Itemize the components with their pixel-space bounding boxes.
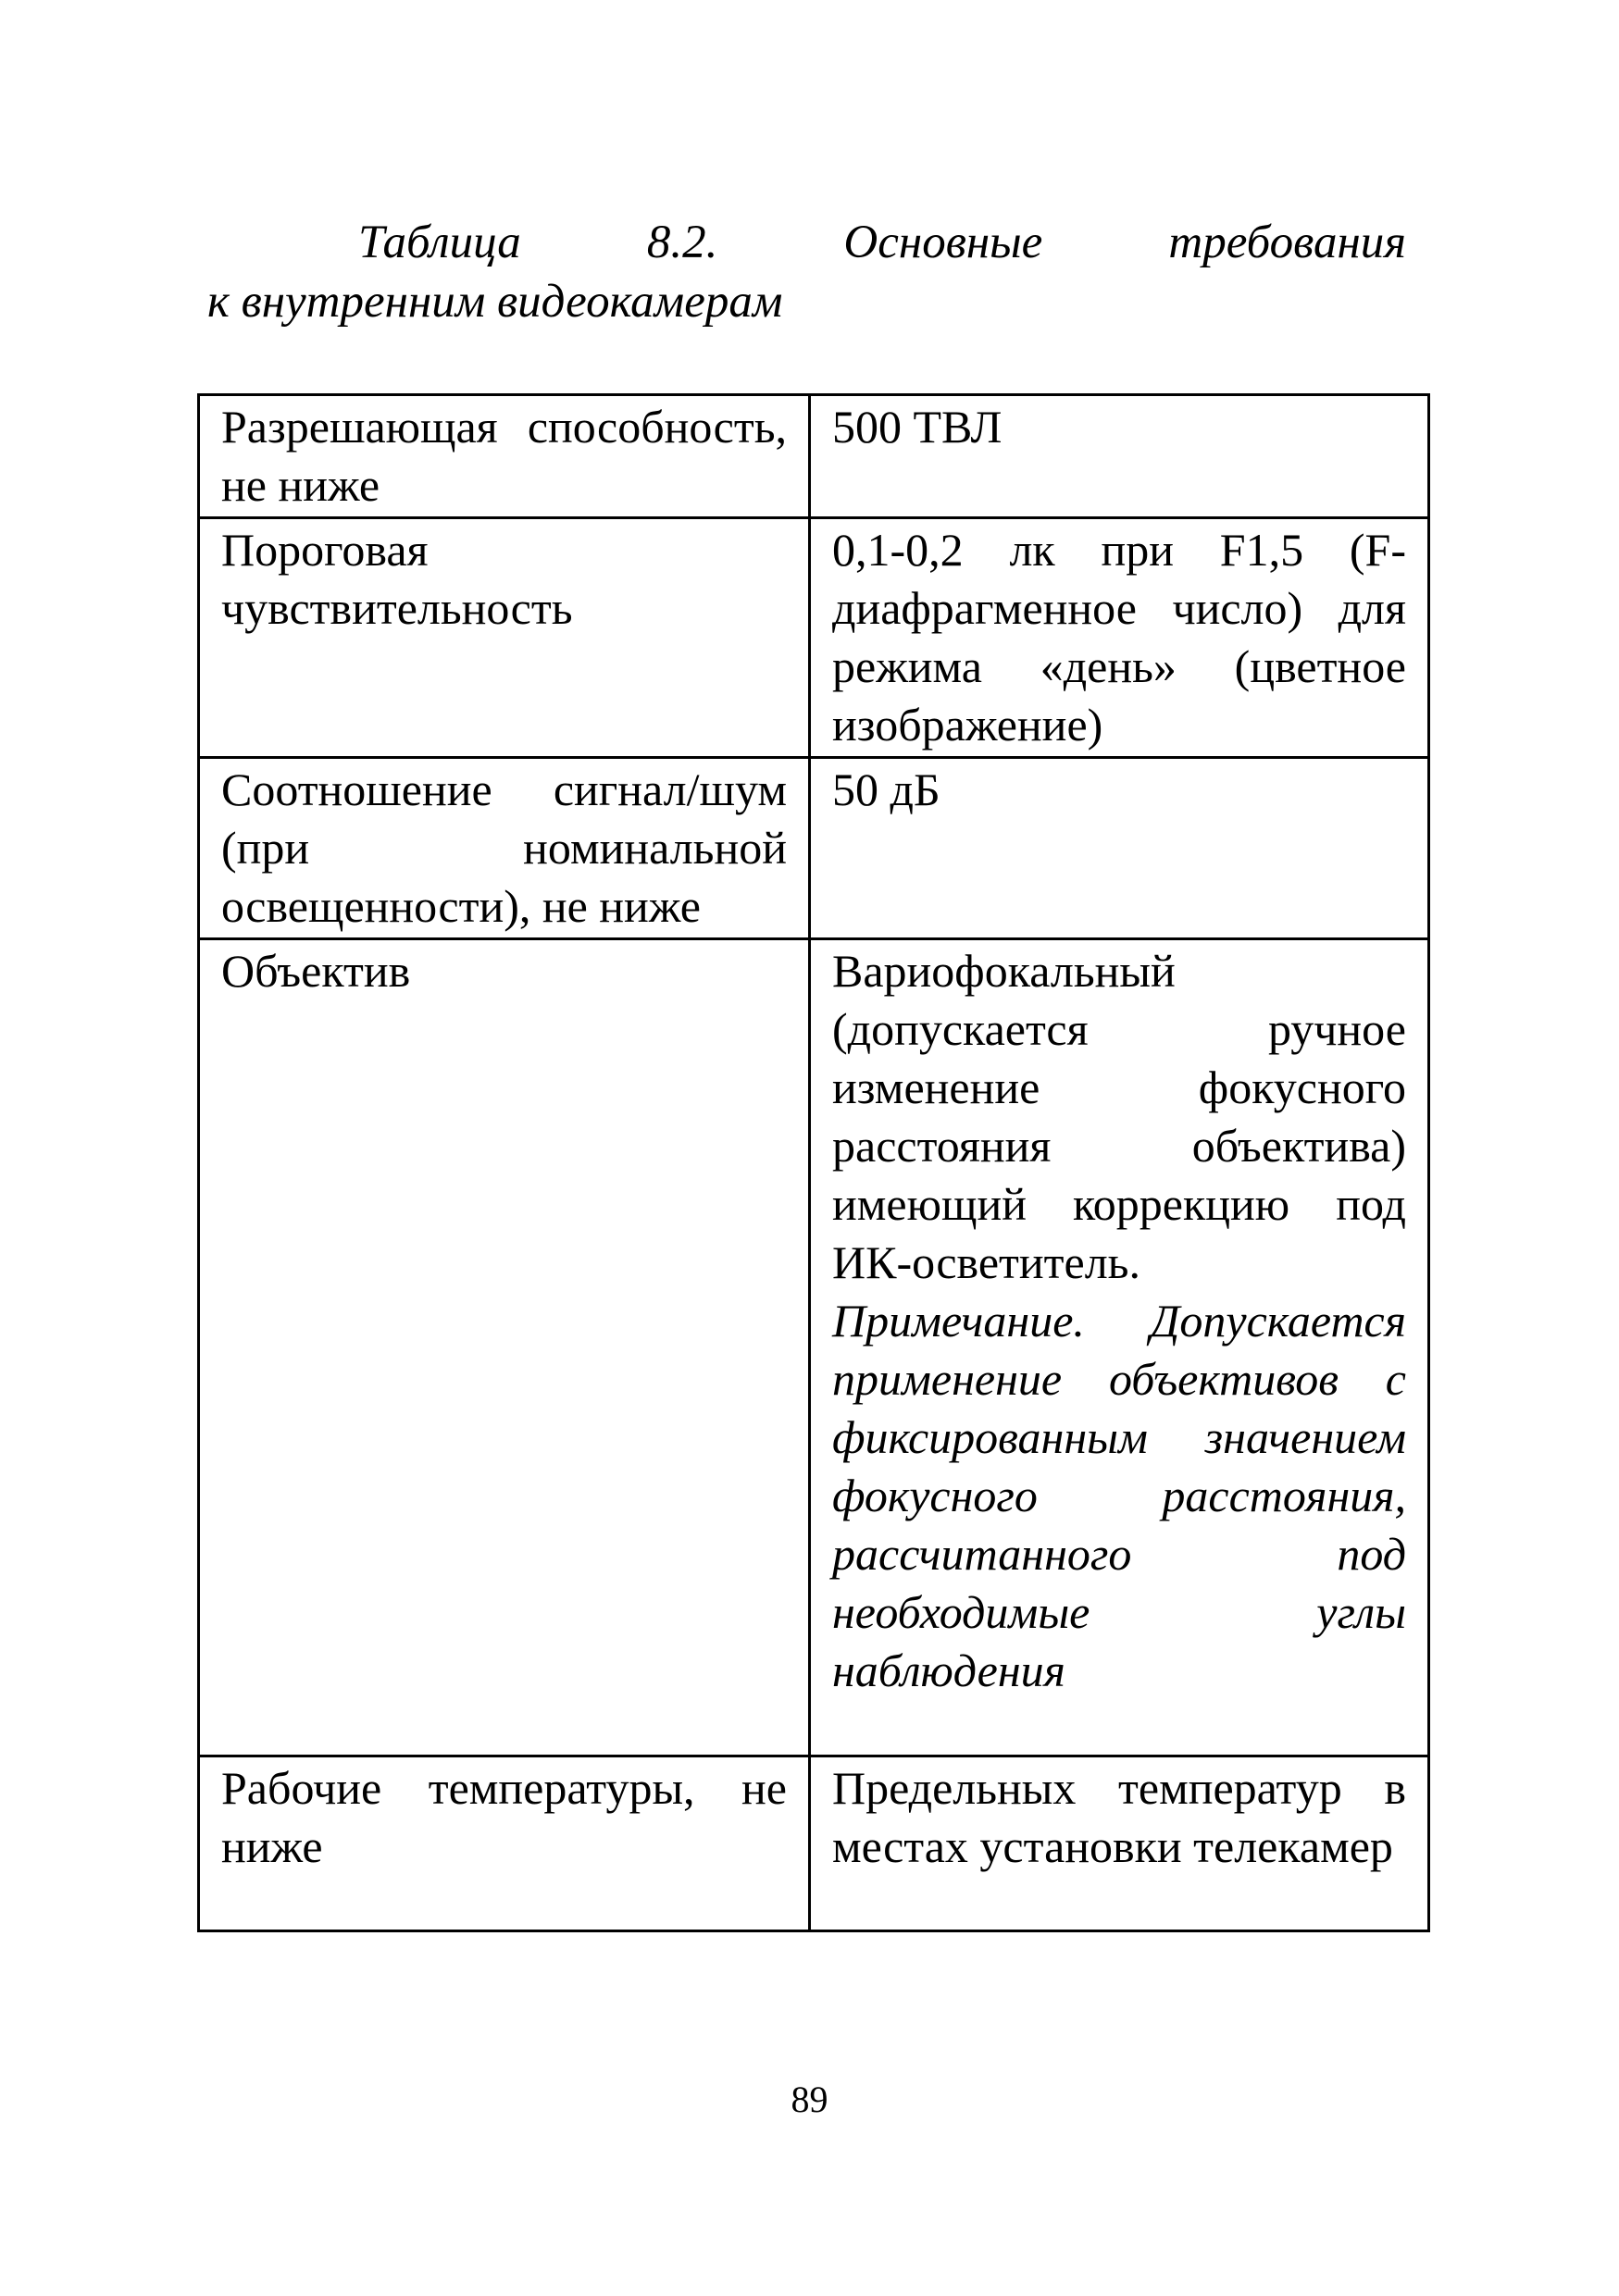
caption-line-1 [207,213,1406,272]
lens-note: Примечание. Допускается применение объективов с фиксированным значением фокусного расстояния, рассчитанного под необходимые углы наблюдения [832,1295,1406,1696]
value-cell: 500 ТВЛ [810,395,1429,518]
table-row [199,758,1429,939]
value-cell: 0,1-0,2 лк при F1,5 (F-диафрагменное число) для режима «день» (цветное изображение) [810,518,1429,758]
requirements-table [197,393,1430,1932]
table-caption [207,213,1406,331]
caption-word-table: Таблица [358,217,521,268]
value-cell: Предельных температур в местах установки телекамер [810,1756,1429,1931]
param-cell: Соотношение сигнал/шум (при номинальной освещенности), не ниже [199,758,810,939]
table-row [199,939,1429,1756]
page-number: 89 [791,2079,828,2120]
lens-description: Вариофокальный (допускается ручное изменение фокусного расстояния объектива) имеющий коррекцию под ИК-осветитель. [832,945,1406,1288]
caption-word-requirements: требования [1168,217,1406,268]
caption-word-number: 8.2. [646,217,718,268]
caption-word-main: Основные [843,217,1043,268]
param-cell: Рабочие температуры, не ниже [199,1756,810,1931]
value-cell [810,939,1429,1756]
param-cell: Разрешающая способность, не ниже [199,395,810,518]
value-cell: 50 дБ [810,758,1429,939]
caption-line-2: к внутренним видеокамерам [207,276,783,328]
param-cell: Пороговая чувствительность [199,518,810,758]
table-row [199,518,1429,758]
table-row [199,395,1429,518]
param-cell: Объектив [199,939,810,1756]
table-row [199,1756,1429,1931]
